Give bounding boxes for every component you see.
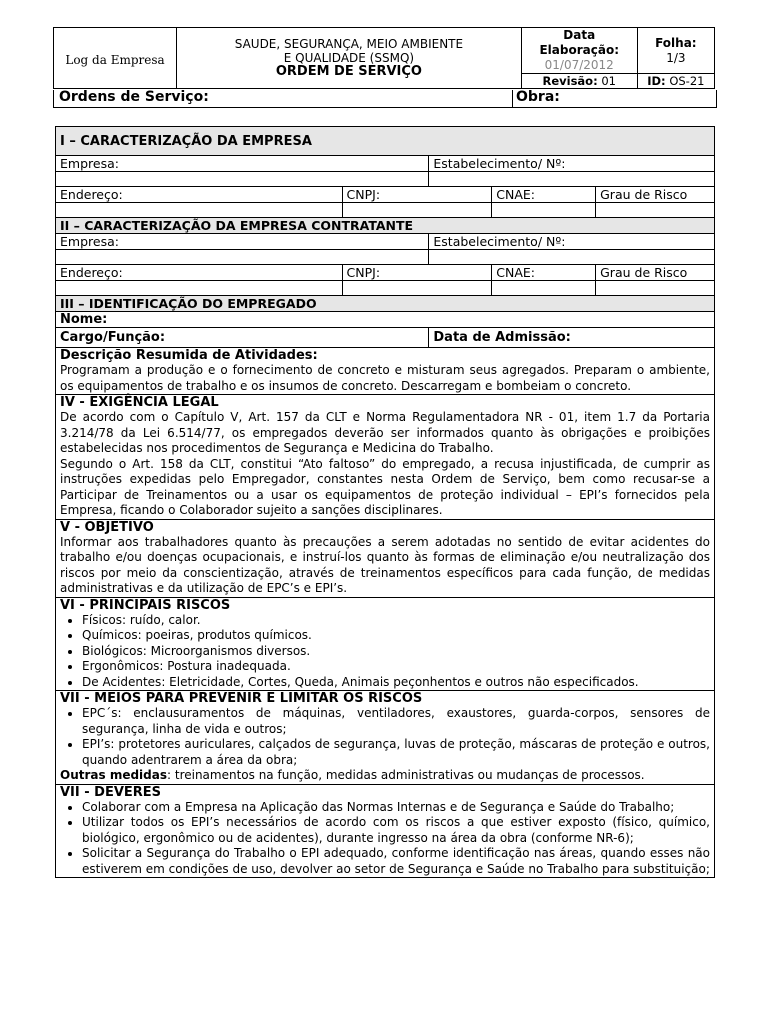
s2-cnpj-field[interactable] xyxy=(342,281,492,296)
s1-estabelecimento-label: Estabelecimento/ Nº: xyxy=(429,156,715,172)
section-4-paragraph-1: De acordo com o Capítulo V, Art. 157 da CLT e Norma Regulamentadora NR - 01, item 1.7 da Portaria 3.214/78 da Lei 6.514/77, os empregados deverão ser informados quanto às obrigações e proibições estabelecidas nos procedimentos de Segurança e Medicina do Trabalho. xyxy=(60,410,710,455)
company-logo-placeholder xyxy=(54,28,177,89)
ordens-obra-row xyxy=(53,90,717,108)
id-label: ID: xyxy=(647,74,666,88)
section-4-title: IV - EXIGÊNCIA LEGAL xyxy=(60,395,219,410)
obra-label: Obra: xyxy=(516,89,560,105)
list-item: • De Acidentes: Eletricidade, Cortes, Queda, Animais peçonhentos e outros não especificados. xyxy=(82,675,710,691)
list-item: • Utilizar todos os EPI’s necessários de acordo com os riscos a que estiver exposto (físico, químico, biológico, ergonômico ou de acidentes), durante ingresso na área da obra (conforme NR-6); xyxy=(82,815,710,846)
section-5-cell xyxy=(56,519,715,597)
duties-list xyxy=(60,800,710,878)
section-7-title: VII - MEIOS PARA PREVENIR E LIMITAR OS RISCOS xyxy=(60,691,423,706)
list-item: • EPC´s: enclausuramentos de máquinas, ventiladores, exaustores, guarda-corpos, sensores de segurança, linha de vida e outros; xyxy=(82,706,710,737)
data-elaboracao-cell xyxy=(521,28,637,74)
s2-cnae-label: CNAE: xyxy=(492,265,596,281)
id-cell xyxy=(637,74,714,89)
s1-cnpj-label: CNPJ: xyxy=(342,187,492,203)
section-7-cell xyxy=(56,691,715,785)
admissao-label: Data de Admissão: xyxy=(429,328,715,348)
prevention-list xyxy=(60,706,710,768)
descricao-title: Descrição Resumida de Atividades: xyxy=(60,348,318,363)
list-item: • Físicos: ruído, calor. xyxy=(82,613,710,629)
s1-estabelecimento-field[interactable] xyxy=(429,172,715,187)
s2-empresa-label: Empresa: xyxy=(56,234,429,250)
section-1-title: I – CARACTERIZAÇÃO DA EMPRESA xyxy=(56,127,715,156)
list-item: • Químicos: poeiras, produtos químicos. xyxy=(82,628,710,644)
s2-endereco-label: Endereço: xyxy=(56,265,343,281)
revisao-value: 01 xyxy=(601,74,616,88)
section-5-title: V - OBJETIVO xyxy=(60,519,154,535)
outras-medidas-label: Outras medidas xyxy=(60,768,167,782)
system-line-1: SAUDE, SEGURANÇA, MEIO AMBIENTE xyxy=(234,37,464,51)
s1-grau-field[interactable] xyxy=(596,203,715,218)
s1-cnae-field[interactable] xyxy=(492,203,596,218)
descricao-cell xyxy=(56,348,715,395)
s2-grau-field[interactable] xyxy=(596,281,715,296)
s1-cnae-label: CNAE: xyxy=(492,187,596,203)
s2-estabelecimento-label: Estabelecimento/ Nº: xyxy=(429,234,715,250)
cargo-label: Cargo/Função: xyxy=(56,328,429,348)
data-elaboracao-value: 01/07/2012 xyxy=(544,58,614,72)
section-4-cell xyxy=(56,395,715,520)
s1-endereco-label: Endereço: xyxy=(56,187,343,203)
list-item: • Solicitar a Segurança do Trabalho o EPI adequado, conforme identificação nas áreas, quando esses não estiverem em condições de uso, devolver ao setor de Segurança e Saúde no Trabalho para substituição; xyxy=(82,846,710,877)
revisao-label: Revisão: xyxy=(542,74,598,88)
s1-endereco-field[interactable] xyxy=(56,203,343,218)
document-header xyxy=(53,27,715,89)
system-line-2: E QUALIDADE (SSMQ) xyxy=(283,51,415,65)
s1-grau-label: Grau de Risco xyxy=(596,187,715,203)
section-8-title: VII - DEVERES xyxy=(60,784,162,800)
list-item: • Biológicos: Microorganismos diversos. xyxy=(82,644,710,660)
s2-estabelecimento-field[interactable] xyxy=(429,250,715,265)
list-item: • Ergonômicos: Postura inadequada. xyxy=(82,659,710,675)
outras-medidas xyxy=(60,768,710,784)
obra-divider xyxy=(512,90,513,107)
section-4-paragraph-2: Segundo o Art. 158 da CLT, constitui “Ato faltoso” do empregado, a recusa injustificada, de cumprir as instruções expedidas pelo Empregador, constantes nesta Ordem de Serviço, bem como recusar-se a Participar de Treinamentos ou a usar os equipamentos de proteção individual – EPI’s fornecidos pela Empresa, ficando o Colaborador sujeito a sanções disciplinares. xyxy=(60,456,710,517)
document-system-title xyxy=(177,28,522,89)
s1-empresa-field[interactable] xyxy=(56,172,429,187)
folha-cell xyxy=(637,28,714,74)
list-item: • EPI’s: protetores auriculares, calçados de segurança, luvas de proteção, máscaras de proteção e outros, quando adentrarem a área da obra; xyxy=(82,737,710,768)
section-3-title: III – IDENTIFICAÇÃO DO EMPREGADO xyxy=(56,296,715,312)
descricao-text: Programam a produção e o fornecimento de concreto e misturam seus agregados. Preparam o ambiente, os equipamentos de trabalho e os insumos de concreto. Descarregam e bombeiam o concreto. xyxy=(60,363,710,393)
s2-cnae-field[interactable] xyxy=(492,281,596,296)
service-order-form xyxy=(55,126,715,878)
s2-cnpj-label: CNPJ: xyxy=(342,265,492,281)
s1-cnpj-field[interactable] xyxy=(342,203,492,218)
id-value: OS-21 xyxy=(669,74,705,88)
list-item: • Colaborar com a Empresa na Aplicação das Normas Internas e de Segurança e Saúde do Trabalho; xyxy=(82,800,710,816)
ordens-label: Ordens de Serviço: xyxy=(59,89,209,105)
section-5-paragraph: Informar aos trabalhadores quanto às precauções a serem adotadas no sentido de evitar acidentes do trabalho e/ou doenças ocupacionais, e instruí-los quanto às formas de eliminação e/ou neutralização dos riscos por meio da conscientização, através de treinamentos específicos para cada função, de medidas administrativas e da utilização de EPC’s e EPI’s. xyxy=(60,534,710,595)
folha-value: 1/3 xyxy=(666,50,686,65)
data-elaboracao-label: Data Elaboração: xyxy=(539,28,619,57)
logo-text: Log da Empresa xyxy=(65,52,165,67)
section-8-cell xyxy=(56,784,715,878)
outras-medidas-text: : treinamentos na função, medidas administrativas ou mudanças de processos. xyxy=(167,768,645,782)
section-6-cell xyxy=(56,597,715,691)
section-6-title: VI - PRINCIPAIS RISCOS xyxy=(60,597,231,613)
nome-label: Nome: xyxy=(56,312,715,328)
section-2-title: II – CARACTERIZAÇÃO DA EMPRESA CONTRATANTE xyxy=(56,218,715,234)
s2-empresa-field[interactable] xyxy=(56,250,429,265)
folha-label: Folha: xyxy=(655,35,697,50)
s1-empresa-label: Empresa: xyxy=(56,156,429,172)
revisao-cell xyxy=(521,74,637,89)
s2-endereco-field[interactable] xyxy=(56,281,343,296)
s2-grau-label: Grau de Risco xyxy=(596,265,715,281)
doc-title: ORDEM DE SERVIÇO xyxy=(275,64,422,79)
risks-list xyxy=(60,613,710,691)
